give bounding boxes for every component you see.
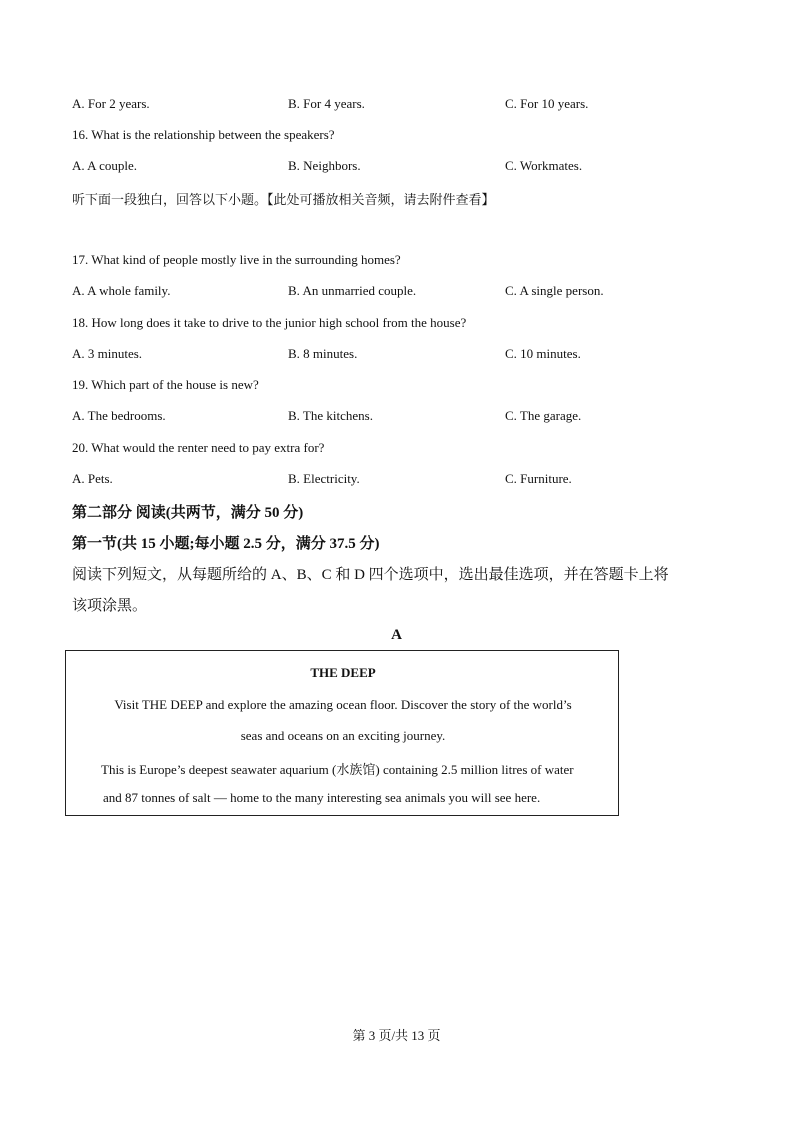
q18-question: 18. How long does it take to drive to the junior high school from the house?: [72, 315, 467, 330]
q15-option-b: B. For 4 years.: [288, 96, 365, 111]
passage-line-4: and 87 tonnes of salt — home to the many interesting sea animals you will see here.: [103, 790, 541, 805]
reading-instruction-line2: 该项涂黑。: [72, 598, 148, 614]
passage-box: [65, 650, 619, 816]
q18-option-a: A. 3 minutes.: [72, 346, 143, 361]
q16-option-b: B. Neighbors.: [288, 158, 361, 173]
q19-option-b: B. The kitchens.: [288, 408, 373, 423]
q16-option-a: A. A couple.: [72, 158, 137, 173]
reading-instruction-line1: 阅读下列短文，从每题所给的 A、B、C 和 D 四个选项中，选出最佳选项，并在答题卡上将: [72, 567, 669, 583]
q17-option-b: B. An unmarried couple.: [288, 283, 417, 298]
q20-option-a: A. Pets.: [72, 471, 113, 486]
passage-line-1: Visit THE DEEP and explore the amazing ocean floor. Discover the story of the world’s: [114, 697, 572, 712]
q19-option-a: A. The bedrooms.: [72, 408, 166, 423]
q15-option-a: A. For 2 years.: [72, 96, 150, 111]
q19-question: 19. Which part of the house is new?: [72, 377, 259, 392]
page-number-footer: 第 3 页/共 13 页: [352, 1028, 441, 1043]
passage-title: THE DEEP: [310, 665, 376, 680]
section1-heading: 第一节(共 15 小题;每小题 2.5 分，满分 37.5 分): [72, 536, 380, 552]
q18-option-c: C. 10 minutes.: [505, 346, 581, 361]
passage-line-3: This is Europe’s deepest seawater aquarium (水族馆) containing 2.5 million litres of water: [101, 762, 574, 777]
q16-question: 16. What is the relationship between the speakers?: [72, 127, 335, 142]
q18-option-b: B. 8 minutes.: [288, 346, 358, 361]
q20-question: 20. What would the renter need to pay extra for?: [72, 440, 325, 455]
q17-option-c: C. A single person.: [505, 283, 604, 298]
q17-option-a: A. A whole family.: [72, 283, 171, 298]
part2-heading: 第二部分 阅读(共两节，满分 50 分): [72, 505, 304, 521]
monologue-instruction: 听下面一段独白，回答以下小题。【此处可播放相关音频，请去附件查看】: [72, 192, 495, 207]
q17-question: 17. What kind of people mostly live in the surrounding homes?: [72, 252, 401, 267]
passage-line-2: seas and oceans on an exciting journey.: [240, 728, 446, 743]
q20-option-b: B. Electricity.: [288, 471, 360, 486]
passage-label: A: [391, 627, 402, 643]
q15-option-c: C. For 10 years.: [505, 96, 589, 111]
q16-option-c: C. Workmates.: [505, 158, 583, 173]
q20-option-c: C. Furniture.: [505, 471, 572, 486]
q19-option-c: C. The garage.: [505, 408, 582, 423]
